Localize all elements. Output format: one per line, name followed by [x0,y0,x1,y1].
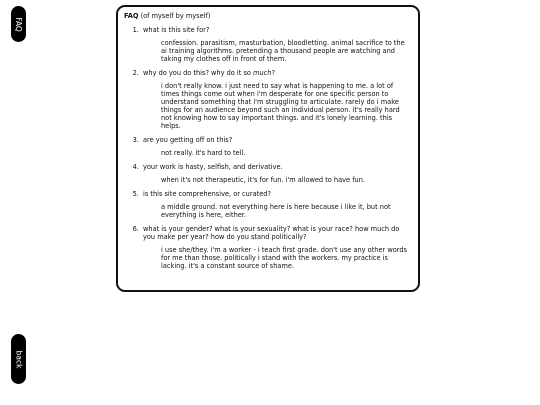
faq-question [143,69,412,77]
back-tab[interactable] [11,334,26,384]
faq-item [141,69,412,130]
faq-item [141,225,412,270]
faq-answer: confession. parasitism, masturbation, bloodletting. animal sacrifice to the ai training algorithms. pretending a thousand people are watching and taking my clothes off in front of them. [161,39,405,63]
faq-answer: a middle ground. not everything here is here because i like it, but not everything is here, either. [161,203,391,219]
faq-item [141,190,412,219]
faq-answer: when it's not therapeutic, it's for fun. i'm allowed to have fun. [161,176,365,184]
faq-panel [116,5,420,292]
faq-question-part: ? [271,69,275,77]
panel-heading [124,12,412,20]
faq-list [124,26,412,270]
faq-tab-label: FAQ [14,16,23,32]
faq-item [141,136,412,157]
faq-answer: i use she/they. i'm a worker - i teach first grade. don't use any other words for me than those. politically i stand with the workers. my practice is lacking. it's a constant source of shame. [161,246,407,270]
faq-question: 3. are you getting off on this? [143,136,233,144]
faq-question-part: why do you do this? why do it so [143,69,254,77]
faq-question: 4. your work is hasty, selfish, and derivative. [143,163,283,171]
faq-tab[interactable] [11,6,26,42]
faq-question: 5. is this site comprehensive, or curated? [143,190,271,198]
faq-answer: not really. it's hard to tell. [161,149,246,157]
page-title: FAQ [124,12,139,20]
faq-answer: i don't really know. i just need to say what is happening to me. a lot of times things come out when i'm desperate for one specific person to understand something that i'm struggling to articulate. rarely do i make things for an audience beyond such an individual person. it's really hard not knowing how to say important things. and it's lonely learning. this helps. [161,82,400,130]
faq-question: 6. what is your gender? what is your sexuality? what is your race? how much do you make per year? how do you stand politically? [143,225,400,241]
faq-item [141,163,412,184]
page-subtitle: (of myself by myself) [140,12,211,20]
faq-item [141,26,412,63]
back-tab-label: back [14,350,24,368]
faq-question: 1. what is this site for? [143,26,210,34]
faq-question-emphasis: much [253,69,272,77]
